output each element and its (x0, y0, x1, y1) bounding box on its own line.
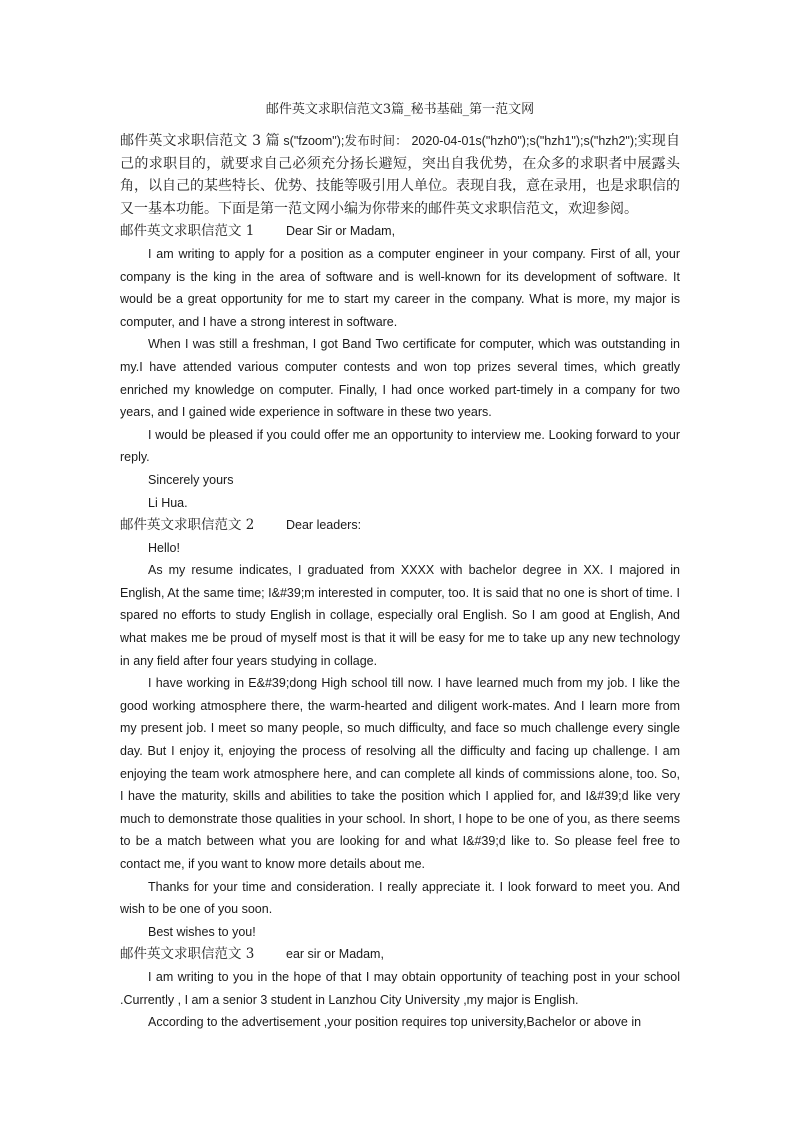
section-3-heading (120, 943, 680, 966)
section-1-heading (120, 220, 680, 243)
intro-meta: s("fzoom");发布时间： 2020-04-01s("hzh0");s("hzh1");s("hzh2"); (279, 134, 638, 148)
section-2-paragraph-2: I have working in E&#39;dong High school till now. I have learned much from my job. I like the good working atmosphere there, the warm-hearted and diligent work-mates. And I learn more from my present job. I meet so many people, so much difficulty, and face so much challenge every single day. But I enjoy it, enjoying the process of resolving all the difficulty and facing up challenge. I am enjoying the team work atmosphere here, and can complete all kinds of commissions alone, too. So, I have the maturity, skills and abilities to take the position which I applied for, and I&#39;d like very much to demonstrate those qualities in your school. In short, I hope to be one of you, as there seems to be a match between what you are looking for and what I&#39;d like to. So please feel free to contact me, if you want to know more details about me. (120, 676, 680, 871)
section-1-paragraph-3: I would be pleased if you could offer me an opportunity to interview me. Looking forward to your reply. (120, 427, 680, 465)
section-2-paragraph-1: As my resume indicates, I graduated from XXXX with bachelor degree in XX. I majored in English, At the same time; I&#39;m interested in computer, too. It is said that no one is short of time. I spared no efforts to study English in collage, especially oral English. So I am good at English, And what makes me be proud of myself most is that it will be easy for me to take up any new technology in any field after four years studying in collage. (120, 563, 680, 668)
section-1-salutation: Dear Sir or Madam, (286, 224, 396, 239)
section-3-salutation: ear sir or Madam, (286, 947, 384, 962)
section-2-title: 邮件英文求职信范文 2 (120, 517, 255, 534)
section-3-title: 邮件英文求职信范文 3 (120, 946, 255, 963)
intro-text: 实现自己的求职目的，就要求自己必须充分扬长避短，突出自我优势，在众多的求职者中展露头角，以自己的某些特长、优势、技能等吸引用人单位。表现自我，意在录用，也是求职信的又一基本功能。下面是第一范文网小编为你带来的邮件英文求职信范文，欢迎参阅。 (120, 133, 681, 217)
section-2-paragraph-3: Thanks for your time and consideration. I really appreciate it. I look forward to meet you. And wish to be one of you soon. (120, 879, 680, 917)
intro-paragraph (120, 130, 680, 220)
intro-lead: 邮件英文求职信范文 3 篇 (120, 133, 280, 149)
section-3-paragraph-2: According to the advertisement ,your position requires top university,Bachelor or above in (148, 1015, 642, 1030)
section-1-title: 邮件英文求职信范文 1 (120, 223, 255, 240)
section-3-paragraph-1: I am writing to you in the hope of that I may obtain opportunity of teaching post in your school .Currently , I am a senior 3 student in Lanzhou City University ,my major is English. (120, 969, 680, 1007)
section-2-greeting: Hello! (148, 540, 180, 555)
section-2-salutation: Dear leaders: (286, 518, 362, 533)
section-1-paragraph-2: When I was still a freshman, I got Band Two certificate for computer, which was outstanding in my.I have attended various computer contests and won top prizes several times, which greatly enriched my knowledge on computer. Finally, I had once worked part-timely in a company for two years, and I gained wide experience in software in these two years. (120, 337, 680, 420)
document-body (120, 130, 680, 1034)
section-1-signature: Li Hua. (148, 495, 188, 510)
section-2-heading (120, 514, 680, 537)
section-1-closing: Sincerely yours (148, 472, 234, 487)
section-1-paragraph-1: I am writing to apply for a position as a computer engineer in your company. First of all, your company is the king in the area of software and is well-known for its development of software. It would be a great opportunity for me to start my career in the company. What is more, my major is computer, and I have a strong interest in software. (120, 246, 680, 329)
document-title: 邮件英文求职信范文3篇_秘书基础_第一范文网 (265, 102, 535, 117)
section-2-closing: Best wishes to you! (148, 924, 256, 939)
